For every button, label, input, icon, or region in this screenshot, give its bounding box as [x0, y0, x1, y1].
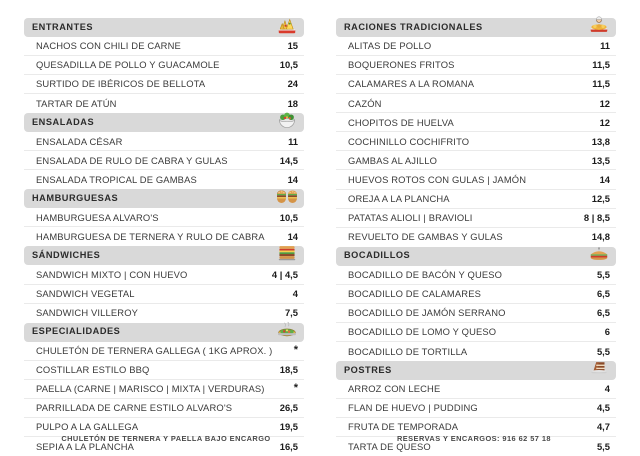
menu-item-row	[336, 304, 616, 323]
menu-item-row	[24, 56, 304, 75]
menu-item-name: QUESADILLA DE POLLO Y GUACAMOLE	[36, 59, 220, 71]
baguette-sandwich-icon	[588, 242, 610, 264]
menu-item-price: 7,5	[284, 307, 298, 319]
footer-note-left	[24, 434, 308, 443]
menu-item-price: 16,5	[279, 440, 298, 452]
nachos-icon	[276, 14, 298, 36]
menu-item-name: ALITAS DE POLLO	[348, 40, 432, 52]
menu-item-name: GAMBAS AL AJILLO	[348, 154, 438, 166]
section-header	[24, 18, 304, 37]
menu-item-row	[24, 227, 304, 246]
paella-icon	[276, 318, 298, 340]
hamburgers-icon	[276, 185, 298, 207]
section-header	[336, 361, 616, 380]
menu-item-row	[336, 56, 616, 75]
fried-platter-icon	[588, 14, 610, 36]
section-title: SÁNDWICHES	[32, 250, 101, 261]
footer-note-right-text: RESERVAS Y ENCARGOS: 916 62 57 18	[397, 434, 551, 443]
menu-item-row	[24, 399, 304, 418]
menu-item-row	[336, 37, 616, 56]
menu-item-price: 11	[288, 135, 298, 147]
salad-bowl-icon	[276, 109, 298, 131]
menu-item-price: 10,5	[279, 211, 298, 223]
menu-item-price: 19,5	[279, 421, 298, 433]
menu-item-row	[24, 208, 304, 227]
menu-item-price: 5,5	[596, 345, 610, 357]
section-header	[24, 189, 304, 208]
menu-item-name: PULPO A LA GALLEGA	[36, 421, 139, 433]
menu-item-name: CALAMARES A LA ROMANA	[348, 78, 475, 90]
menu-item-price: 11,5	[592, 78, 610, 90]
menu-item-name: HUEVOS ROTOS CON GULAS | JAMÓN	[348, 173, 527, 185]
dessert-cake-icon	[588, 356, 610, 378]
menu-column-right	[336, 18, 616, 456]
menu-item-name: BOQUERONES FRITOS	[348, 59, 455, 71]
menu-item-row	[336, 75, 616, 94]
footer-note-left-text: CHULETÓN DE TERNERA Y PAELLA BAJO ENCARGO	[61, 434, 271, 443]
menu-item-row	[336, 323, 616, 342]
menu-item-price: 10,5	[279, 59, 298, 71]
menu-item-name: PARRILLADA DE CARNE ESTILO ALVARO'S	[36, 402, 233, 414]
section-header	[24, 113, 304, 132]
section-title: ESPECIALIDADES	[32, 326, 121, 337]
section-title: BOCADILLOS	[344, 250, 411, 261]
menu-item-row	[336, 170, 616, 189]
menu-item-price: 5,5	[596, 268, 610, 280]
menu-item-price: 11	[600, 40, 610, 52]
menu-item-name: BOCADILLO DE LOMO Y QUESO	[348, 326, 497, 338]
section-header	[24, 323, 304, 342]
menu-item-name: BOCADILLO DE BACÓN Y QUESO	[348, 268, 503, 280]
section-header	[336, 18, 616, 37]
menu-item-row	[24, 151, 304, 170]
menu-item-row	[336, 113, 616, 132]
menu-item-price: 13,5	[591, 154, 610, 166]
menu-item-name: ARROZ CON LECHE	[348, 383, 441, 395]
menu-item-row	[336, 342, 616, 361]
menu-item-price: 8 | 8,5	[583, 211, 610, 223]
menu-item-row	[24, 304, 304, 323]
menu-item-price: 18	[287, 98, 298, 110]
menu-item-name: SANDWICH MIXTO | CON HUEVO	[36, 268, 188, 280]
menu-item-row	[336, 209, 616, 228]
menu-item-price: 6,5	[596, 307, 610, 319]
menu-item-name: BOCADILLO DE JAMÓN SERRANO	[348, 307, 506, 319]
menu-item-row	[24, 94, 304, 113]
menu-item-row	[336, 399, 616, 418]
menu-item-price: 6	[604, 326, 610, 338]
menu-item-name: COCHINILLO COCHIFRITO	[348, 135, 470, 147]
menu-item-price: 14	[287, 174, 298, 186]
menu-item-name: CHOPITOS DE HUELVA	[348, 116, 454, 128]
menu-item-row	[24, 37, 304, 56]
menu-item-name: CAZÓN	[348, 97, 382, 109]
menu-item-price: 4	[604, 383, 610, 395]
menu-item-name: ENSALADA TROPICAL DE GAMBAS	[36, 174, 197, 186]
menu-item-name: BOCADILLO DE TORTILLA	[348, 345, 468, 357]
menu-item-row	[24, 132, 304, 151]
menu-item-price: 14	[287, 231, 298, 243]
menu-item-name: OREJA A LA PLANCHA	[348, 192, 450, 204]
menu-item-price: 26,5	[279, 402, 298, 414]
menu-item-name: HAMBURGUESA DE TERNERA Y RULO DE CABRA	[36, 231, 265, 243]
menu-item-name: ENSALADA CÉSAR	[36, 135, 123, 147]
menu-item-row	[336, 380, 616, 399]
menu-item-price: 12,5	[591, 192, 610, 204]
menu-item-name: NACHOS CON CHILI DE CARNE	[36, 40, 181, 52]
menu-item-row	[24, 342, 304, 361]
menu-item-row	[24, 380, 304, 399]
menu-item-price: *	[293, 344, 298, 357]
menu-item-row	[24, 285, 304, 304]
menu-item-row	[336, 132, 616, 151]
menu-item-price: 12	[599, 116, 610, 128]
menu-item-name: SANDWICH VILLEROY	[36, 307, 139, 319]
menu-item-name: SEPIA A LA PLANCHA	[36, 440, 135, 452]
menu-item-name: TARTAR DE ATÚN	[36, 98, 117, 110]
menu-item-price: 4 | 4,5	[271, 268, 298, 280]
menu-item-price: 12	[599, 97, 610, 109]
menu-item-price: 14	[599, 173, 610, 185]
menu-item-price: 5,5	[596, 440, 610, 452]
menu-item-name: TARTA DE QUESO	[348, 440, 431, 452]
menu-item-price: 24	[287, 78, 298, 90]
menu-item-price: *	[293, 382, 298, 395]
menu-item-row	[24, 170, 304, 189]
footer-note-right	[332, 434, 616, 443]
section-title: POSTRES	[344, 364, 392, 375]
menu-item-row	[336, 228, 616, 247]
section-title: HAMBURGUESAS	[32, 193, 119, 204]
menu-item-row	[336, 285, 616, 304]
menu-item-price: 6,5	[596, 287, 610, 299]
menu-item-row	[24, 361, 304, 380]
menu-item-name: COSTILLAR ESTILO BBQ	[36, 363, 150, 375]
menu-item-row	[24, 265, 304, 284]
section-title: ENSALADAS	[32, 117, 95, 128]
menu-item-price: 13,8	[591, 135, 610, 147]
menu-item-price: 14,5	[279, 154, 298, 166]
menu-item-price: 15	[287, 40, 298, 52]
menu-item-row	[336, 266, 616, 285]
menu-item-row	[24, 75, 304, 94]
menu-item-name: BOCADILLO DE CALAMARES	[348, 287, 482, 299]
menu-item-name: REVUELTO DE GAMBAS Y GULAS	[348, 231, 503, 243]
section-title: ENTRANTES	[32, 21, 94, 32]
menu-item-row	[336, 94, 616, 113]
menu-item-name: ENSALADA DE RULO DE CABRA Y GULAS	[36, 154, 228, 166]
menu-item-name: FLAN DE HUEVO | PUDDING	[348, 402, 478, 414]
section-header	[336, 247, 616, 266]
menu-item-row	[336, 151, 616, 170]
menu-item-name: PATATAS ALIOLI | BRAVIOLI	[348, 211, 473, 223]
menu-item-name: FRUTA DE TEMPORADA	[348, 421, 459, 433]
menu-item-name: SANDWICH VEGETAL	[36, 287, 135, 299]
sandwich-icon	[276, 242, 298, 264]
menu-item-price: 4	[292, 287, 298, 299]
menu-item-name: HAMBURGUESA ALVARO'S	[36, 211, 159, 223]
menu-item-name: PAELLA (CARNE | MARISCO | MIXTA | VERDURAS)	[36, 383, 265, 395]
section-title: RACIONES TRADICIONALES	[344, 21, 483, 32]
menu-item-price: 18,5	[279, 363, 298, 375]
menu-item-row	[336, 190, 616, 209]
menu-item-price: 4,7	[596, 421, 610, 433]
menu-column-left	[24, 18, 304, 456]
menu-item-price: 4,5	[596, 402, 610, 414]
menu-item-price: 14,8	[591, 231, 610, 243]
section-header	[24, 246, 304, 265]
menu-item-name: CHULETÓN DE TERNERA GALLEGA ( 1KG APROX. )	[36, 344, 273, 356]
menu-item-price: 11,5	[592, 59, 610, 71]
menu-item-name: SURTIDO DE IBÉRICOS DE BELLOTA	[36, 78, 206, 90]
